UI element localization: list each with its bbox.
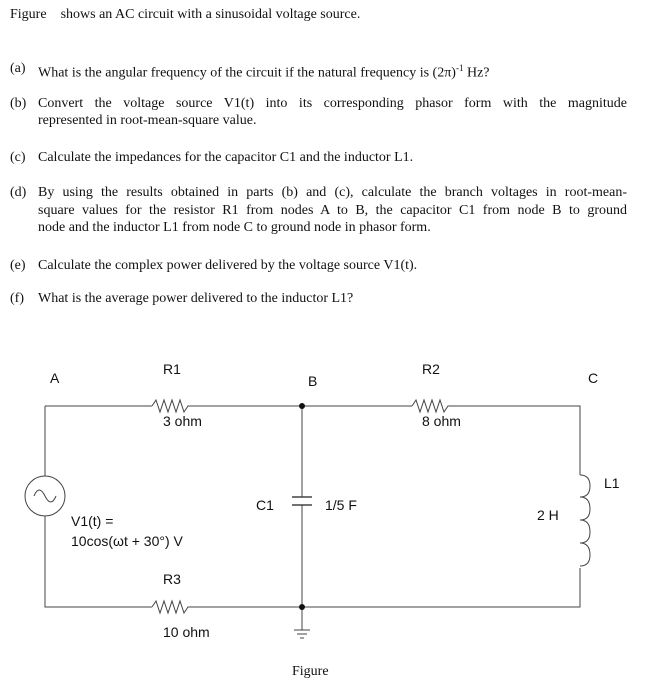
question-label: (c) (10, 150, 26, 165)
question-label: (a) (10, 61, 26, 76)
l1-value: 2 H (537, 507, 559, 523)
question-label: (f) (10, 291, 24, 306)
resistor-r2 (412, 400, 456, 412)
r1-name: R1 (163, 361, 181, 377)
question-label: (d) (10, 185, 27, 200)
question-text-line: Convert the voltage source V1(t) into its corresponding phasor form with the magnitude (38, 96, 627, 111)
node-dot-b (299, 403, 305, 409)
capacitor-c1 (292, 497, 312, 505)
question-text: What is the angular frequency of the circuit if the natural frequency is $(2\pi)^{-1}$ Hz? (38, 63, 490, 81)
r2-name: R2 (422, 361, 440, 377)
r2-value: 8 ohm (422, 413, 461, 429)
intro-sentence: shows an AC circuit with a sinusoidal voltage source. (60, 7, 361, 22)
node-dot-ground (299, 604, 305, 610)
sine-wave-icon (34, 490, 56, 502)
wire-top (45, 406, 580, 475)
node-label-c: C (588, 370, 599, 386)
question-text-line: square values for the resistor R1 from nodes A to B, the capacitor C1 from node B to ground (38, 203, 627, 218)
question-text-line: Calculate the impedances for the capacitor C1 and the inductor L1. (38, 150, 414, 165)
question-label: (b) (10, 96, 27, 111)
inductor-l1 (580, 475, 590, 566)
l1-name: L1 (604, 475, 620, 491)
node-label-b: B (308, 373, 318, 389)
source-label: V1(t) = (71, 513, 114, 529)
question-text-line: Calculate the complex power delivered by the voltage source V1(t). (38, 258, 418, 273)
c1-value: 1/5 F (325, 497, 357, 513)
question-text-line: represented in root-mean-square value. (38, 113, 257, 128)
figure-caption: Figure (292, 664, 329, 679)
r1-value: 3 ohm (163, 413, 202, 429)
node-label-a: A (50, 370, 60, 386)
source-expression: 10cos(ωt + 30°) V (71, 533, 183, 549)
wire-left (45, 406, 580, 607)
question-text-line: By using the results obtained in parts (b) and (c), calculate the branch voltages in root-mean- (38, 185, 627, 200)
resistor-r3 (152, 601, 196, 613)
figure-reference: Figure (10, 7, 47, 22)
question-label: (e) (10, 258, 26, 273)
r3-value: 10 ohm (163, 624, 210, 640)
r3-name: R3 (163, 571, 181, 587)
resistor-r1 (152, 400, 196, 412)
c1-name: C1 (256, 497, 274, 513)
question-text-line: node and the inductor L1 from node C to ground node in phasor form. (38, 220, 431, 235)
ground-icon (294, 630, 310, 638)
question-text-line: What is the average power delivered to the inductor L1? (38, 291, 354, 306)
